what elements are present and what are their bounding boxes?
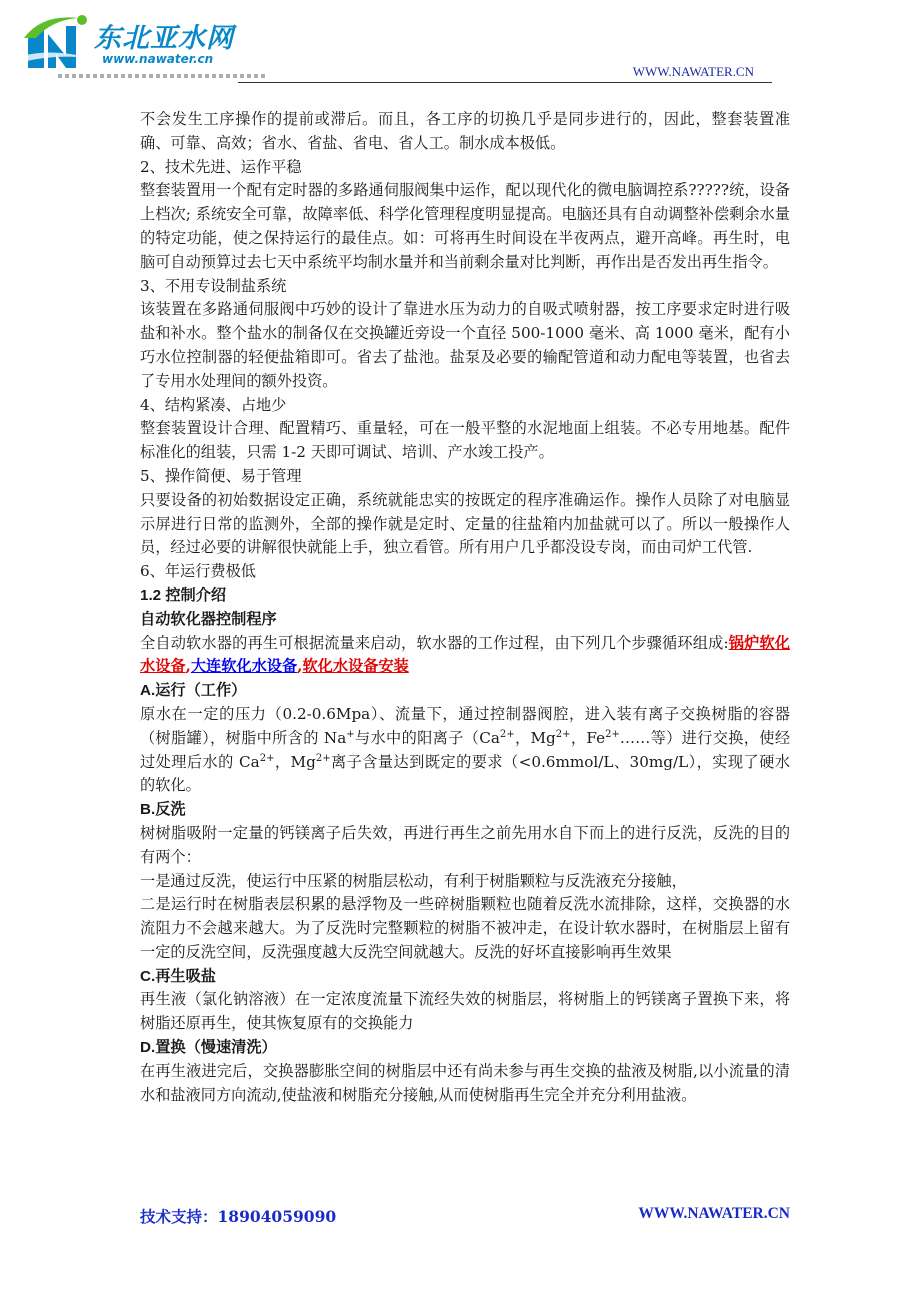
link-softening-installation[interactable]: 软化水设备安装 xyxy=(302,657,409,676)
paragraph: 不会发生工序操作的提前或滞后。而且，各工序的切换几乎是同步进行的，因此，整套装置准确、可靠、高效；省水、省盐、省电、省人工。制水成本极低。 xyxy=(140,110,790,152)
text-run: 与水中的阳离子（Ca xyxy=(354,728,500,747)
superscript: 2+ xyxy=(605,728,620,740)
section-heading: 3、不用专设制盐系统 xyxy=(140,276,287,295)
superscript: 2+ xyxy=(315,752,331,764)
superscript: 2+ xyxy=(499,728,515,740)
text-run: ……等）进行交换，使经过处理后水的 Ca xyxy=(140,728,791,771)
section-heading: 4、结构紧凑、占地少 xyxy=(140,395,287,414)
document-body xyxy=(140,108,790,1107)
link-separator: , xyxy=(185,657,191,676)
text-run: 原水在一定的压力（0.2-0.6Mpa）、流量下，通过控制器阀腔，进入装有离子交换树脂的容器（树脂罐），树脂中所含的 Na xyxy=(140,704,790,747)
footer-site-url[interactable]: WWW.NAWATER.CN xyxy=(638,1205,790,1222)
paragraph: 整套装置设计合理、配置精巧、重量轻，可在一般平整的水泥地面上组装。不必专用地基。配件标准化的组装，只需 1-2 天即可调试、培训、产水竣工投产。 xyxy=(140,419,790,462)
link-dalian-softening[interactable]: 大连软化水设备 xyxy=(190,657,298,676)
step-heading-a: A.运行（工作） xyxy=(140,682,247,700)
paragraph: 一是通过反洗，使运行中压紧的树脂层松动，有利于树脂颗粒与反洗液充分接触， xyxy=(140,871,687,890)
superscript: 2+ xyxy=(555,728,571,740)
intro-text: 全自动软水器的再生可根据流量来启动，软水器的工作过程，由下列几个步骤循环组成: xyxy=(140,633,729,652)
paragraph: 在再生液进完后，交换器膨胀空间的树脂层中还有尚未参与再生交换的盐液及树脂,以小流量的清水和盐液同方向流动,使盐液和树脂充分接触,从而使树脂再生完全并充分利用盐液。 xyxy=(140,1061,790,1104)
section-heading: 6、年运行费极低 xyxy=(140,562,256,581)
paragraph: 树树脂吸附一定量的钙镁离子后失效，再进行再生之前先用水自下而上的进行反洗，反洗的目的有两个： xyxy=(140,823,790,866)
water-drop-logo-icon xyxy=(22,12,92,72)
paragraph xyxy=(140,632,790,680)
text-run: ，Mg xyxy=(514,728,556,747)
paragraph: 只要设备的初始数据设定正确，系统就能忠实的按既定的程序准确运作。操作人员除了对电脑显示屏进行日常的监测外，全部的操作就是定时、定量的往盐箱内加盐就可以了。所以一般操作人员，经过必要的讲解很快就能上手，独立看管。所有用户几乎都没设专岗，而由司炉工代管. xyxy=(140,490,790,557)
section-heading: 2、技术先进、运作平稳 xyxy=(140,157,302,176)
text-run: ，Mg xyxy=(274,752,316,771)
page-header xyxy=(0,0,920,90)
paragraph: 再生液（氯化钠溶液）在一定浓度流量下流经失效的树脂层，将树脂上的钙镁离子置换下来，将树脂还原再生，使其恢复原有的交换能力 xyxy=(140,990,790,1033)
step-heading-d: D.置换（慢速清洗） xyxy=(140,1039,277,1057)
step-heading-b: B.反洗 xyxy=(140,801,186,819)
subsection-heading: 1.2 控制介绍 xyxy=(140,586,227,604)
section-heading: 5、操作简便、易于管理 xyxy=(140,466,302,485)
logo-url: www.nawater.cn xyxy=(102,52,214,66)
footer-tech-support: 技术支持：18904059090 xyxy=(140,1207,337,1226)
paragraph xyxy=(140,703,790,798)
nawater-logo xyxy=(22,10,262,72)
text-run: ，Fe xyxy=(570,728,606,747)
superscript: + xyxy=(346,728,355,740)
logo-tagline-strip xyxy=(58,74,268,78)
step-heading-c: C.再生吸盐 xyxy=(140,967,216,985)
paragraph: 二是运行时在树脂表层积累的悬浮物及一些碎树脂颗粒也随着反洗水流排除，这样，交换器的水流阻力不会越来越大。为了反洗时完整颗粒的树脂不被冲走，在设计软水器时，在树脂层上留有一定的反洗空间，反洗强度越大反洗空间就越大。反洗的好坏直接影响再生效果 xyxy=(140,895,790,961)
link-boiler-softening[interactable]: 锅炉软化水设备 xyxy=(140,633,790,676)
subsection-heading: 自动软化器控制程序 xyxy=(140,610,277,628)
header-divider xyxy=(238,82,772,83)
header-site-url[interactable]: WWW.NAWATER.CN xyxy=(632,64,754,79)
link-separator: , xyxy=(297,657,303,676)
superscript: 2+ xyxy=(259,752,275,764)
logo-chinese-name: 东北亚水网 xyxy=(94,23,234,54)
text-run: 离子含量达到既定的要求（<0.6mmol/L、30mg/L），实现了硬水的软化。 xyxy=(140,752,791,795)
paragraph: 整套装置用一个配有定时器的多路通伺服阀集中运作，配以现代化的微电脑调控系?????统，设备上档次; 系统安全可靠，故障率低、科学化管理程度明显提高。电脑还具有自动调整补偿剩余水量的特定功能，使之保持运行的最佳点。如：可将再生时间设在半夜两点，避开高峰。再生时，电脑可自动预算过去七天中系统平均制水量并和当前剩余量对比判断，再作出是否发出再生指令。 xyxy=(140,181,790,271)
paragraph: 该装置在多路通伺服阀中巧妙的设计了靠进水压为动力的自吸式喷射器，按工序要求定时进行吸盐和补水。整个盐水的制备仅在交换罐近旁设一个直径 500-1000 毫米、高 1000 毫米，配有小巧水位控制器的轻便盐箱即可。省去了盐池。盐泵及必要的输配管道和动力配电等装置，也省去了专用水处理间的额外投资。 xyxy=(140,300,790,390)
